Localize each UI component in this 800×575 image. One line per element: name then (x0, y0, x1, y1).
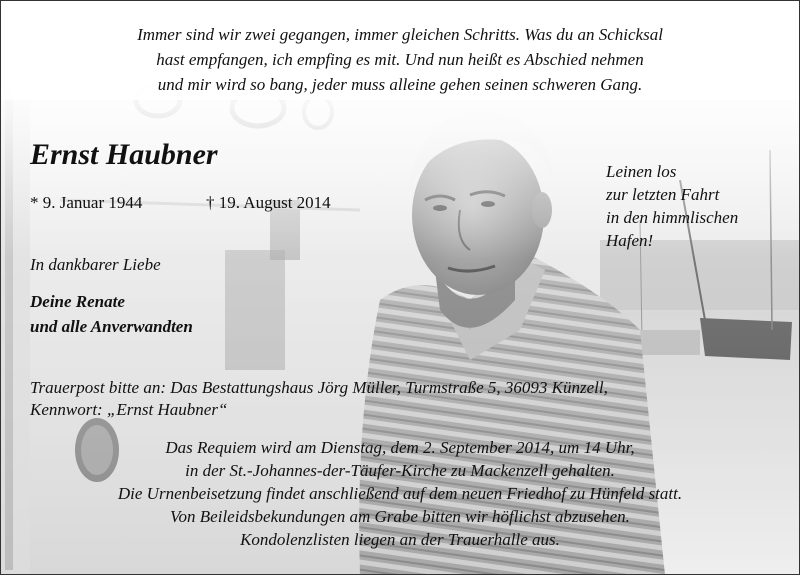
farewell-line: in den himmlischen (606, 208, 739, 227)
birth-date: * 9. Januar 1944 (30, 193, 143, 212)
info-line: in der St.-Johannes-der-Täufer-Kirche zu Mackenzell gehalten. (185, 461, 615, 480)
mourners (30, 289, 193, 339)
info-line: Das Requiem wird am Dienstag, dem 2. September 2014, um 14 Uhr, (165, 438, 635, 457)
farewell-verse (606, 160, 738, 252)
poem-line: Immer sind wir zwei gegangen, immer gleichen Schritts. Was du an Schicksal (137, 25, 663, 44)
farewell-line: Leinen los (606, 162, 677, 181)
death-date: † 19. August 2014 (206, 193, 331, 212)
dedication: In dankbarer Liebe (30, 255, 161, 274)
poem-line: hast empfangen, ich empfing es mit. Und nun heißt es Abschied nehmen (156, 50, 644, 69)
info-line: Kondolenzlisten liegen an der Trauerhalle aus. (240, 530, 560, 549)
condolence-address (30, 377, 608, 421)
farewell-line: Hafen! (606, 231, 654, 250)
service-info (40, 436, 760, 551)
mourner-line: Deine Renate (30, 292, 125, 311)
poem (40, 22, 760, 97)
address-line: Trauerpost bitte an: Das Bestattungshaus Jörg Müller, Turmstraße 5, 36093 Künzell, (30, 378, 608, 397)
info-line: Die Urnenbeisetzung findet anschließend auf dem neuen Friedhof zu Hünfeld statt. (117, 484, 683, 503)
info-line: Von Beileidsbekundungen am Grabe bitten wir höflichst abzusehen. (170, 507, 630, 526)
mourner-line: und alle Anverwandten (30, 317, 193, 336)
keyword-line: Kennwort: „Ernst Haubner“ (30, 400, 228, 419)
deceased-name: Ernst Haubner (30, 138, 218, 171)
poem-line: und mir wird so bang, jeder muss alleine gehen seinen schweren Gang. (157, 75, 643, 94)
farewell-line: zur letzten Fahrt (606, 185, 720, 204)
